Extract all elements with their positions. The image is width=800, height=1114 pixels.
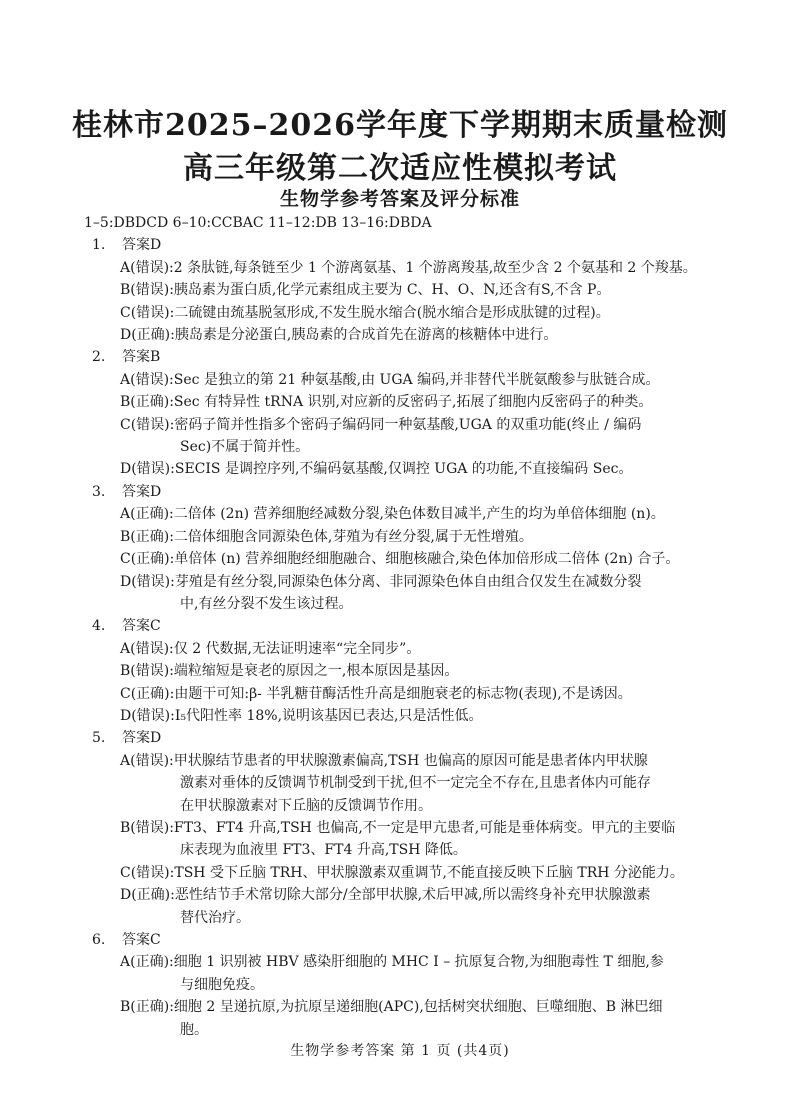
question-header [84,346,764,368]
answer-option [84,951,764,996]
question-number: 4. [92,618,106,635]
option-text: D(错误):SECIS 是调控序列,不编码氨基酸,仅调控 UGA 的功能,不直接编码 Sec。 [120,461,633,478]
option-text: A(正确):二倍体 (2n) 营养细胞经减数分裂,染色体数目减半,产生的均为单倍体细胞 (n)。 [120,506,665,523]
answer-option [84,503,764,525]
answer-option [84,817,764,862]
answer-option [84,884,764,929]
answer-option [84,660,764,682]
answer-option [84,526,764,548]
question-number: 3. [92,483,106,500]
answer-option [84,705,764,727]
question-header [84,481,764,503]
answer-content [84,212,764,1041]
option-text: D(错误):芽殖是有丝分裂,同源染色体分离、非同源染色体自由组合仅发生在减数分裂 [120,573,642,590]
option-text: C(正确):单倍体 (n) 营养细胞经细胞融合、细胞核融合,染色体加倍形成二倍体 (2n) 合子。 [120,551,680,568]
section-title: 生物学参考答案及评分标准 [279,188,520,210]
answer-summary: 1–5:DBDCD 6–10:CCBAC 11–12:DB 13–16:DBDA [84,215,432,231]
option-text: B(正确):Sec 有特异性 tRNA 识别,对应新的反密码子,拓展了细胞内反密码子的种类。 [120,394,653,411]
answer-option [84,862,764,884]
answer-option [84,683,764,705]
question-answer: 答案C [122,618,161,635]
question-header [84,615,764,637]
answer-option [84,571,764,616]
option-text: B(错误):胰岛素为蛋白质,化学元素组成主要为 C、H、O、N,还含有S,不含 P。 [120,282,611,299]
question-header [84,234,764,256]
answer-option [84,257,764,279]
answer-option [84,548,764,570]
option-text: A(正确):细胞 1 识别被 HBV 感染肝细胞的 MHC Ⅰ – 抗原复合物,为细胞毒性 T 细胞,参 [120,954,664,971]
option-text: D(错误):I₅代阳性率 18%,说明该基因已表达,只是活性低。 [120,707,483,724]
page-title: 桂林市2025–2026学年度下学期期末质量检测 [72,108,728,143]
option-text-continued: 中,有丝分裂不发生该过程。 [180,595,353,612]
answer-option [84,750,764,817]
answer-option [84,279,764,301]
option-text: B(错误):端粒缩短是衰老的原因之一,根本原因是基因。 [120,663,459,680]
answer-option [84,458,764,480]
question-number: 1. [92,237,106,254]
option-text: C(错误):二硫键由巯基脱氢形成,不发生脱水缩合(脱水缩合是形成肽键的过程)。 [120,304,610,321]
question-answer: 答案D [122,483,162,500]
option-text: B(正确):细胞 2 呈递抗原,为抗原呈递细胞(APC),包括树突状细胞、巨噬细胞、B 淋巴细 [120,999,663,1016]
answer-option [84,324,764,346]
answer-option [84,302,764,324]
question-header [84,727,764,749]
page-footer: 生物学参考答案 第 1 页 (共4页) [290,1043,510,1059]
option-text-continued: 激素对垂体的反馈调节机制受到干扰,但不一定完全不存在,且患者体内可能存 [180,775,651,792]
option-text-continued: 替代治疗。 [180,909,250,926]
question-number: 6. [92,932,106,948]
option-text: C(正确):由题干可知:β- 半乳糖苷酶活性升高是细胞衰老的标志物(表现),不是诱因。 [120,685,632,702]
option-text: A(错误):仅 2 代数据,无法证明速率“完全同步”。 [120,640,421,657]
question-answer: 答案D [122,237,162,254]
answer-option [84,996,764,1041]
option-text-continued: 床表现为血液里 FT3、FT4 升高,TSH 降低。 [180,842,467,859]
option-text-continued: Sec)不属于简并性。 [180,439,310,456]
question-answer: 答案C [122,932,161,948]
option-text: B(错误):FT3、FT4 升高,TSH 也偏高,不一定是甲亢患者,可能是垂体病变。甲亢的主要临 [120,819,676,836]
option-text: B(正确):二倍体细胞含同源染色体,芽殖为有丝分裂,属于无性增殖。 [120,528,533,545]
option-text-continued: 胞。 [180,1021,208,1038]
option-text-continued: 在甲状腺激素对下丘脑的反馈调节作用。 [180,797,432,814]
question-number: 5. [92,730,106,747]
question-answer: 答案D [122,730,162,747]
option-text-continued: 与细胞免疫。 [180,976,264,993]
option-text: C(错误):TSH 受下丘脑 TRH、甲状腺激素双重调节,不能直接反映下丘脑 TRH 分泌能力。 [120,864,684,881]
option-text: D(正确):恶性结节手术常切除大部分/全部甲状腺,术后甲减,所以需终身补充甲状腺激素 [120,887,651,904]
question-answer: 答案B [122,349,161,366]
answer-option [84,369,764,391]
option-text: A(错误):甲状腺结节患者的甲状腺激素偏高,TSH 也偏高的原因可能是患者体内甲状腺 [120,752,648,769]
page-subtitle: 高三年级第二次适应性模拟考试 [183,151,617,186]
option-text: C(错误):密码子简并性指多个密码子编码同一种氨基酸,UGA 的双重功能(终止 / 编码 [120,416,642,433]
answer-option [84,638,764,660]
option-text: D(正确):胰岛素是分泌蛋白,胰岛素的合成首先在游离的核糖体中进行。 [120,327,558,344]
question-header [84,929,764,951]
question-number: 2. [92,349,106,366]
answer-option [84,414,764,459]
option-text: A(错误):Sec 是独立的第 21 种氨基酸,由 UGA 编码,并非替代半胱氨酸参与肽链合成。 [120,371,660,388]
option-text: A(错误):2 条肽链,每条链至少 1 个游离氨基、1 个游离羧基,故至少含 2 个氨基和 2 个羧基。 [120,259,697,276]
answer-option [84,391,764,413]
